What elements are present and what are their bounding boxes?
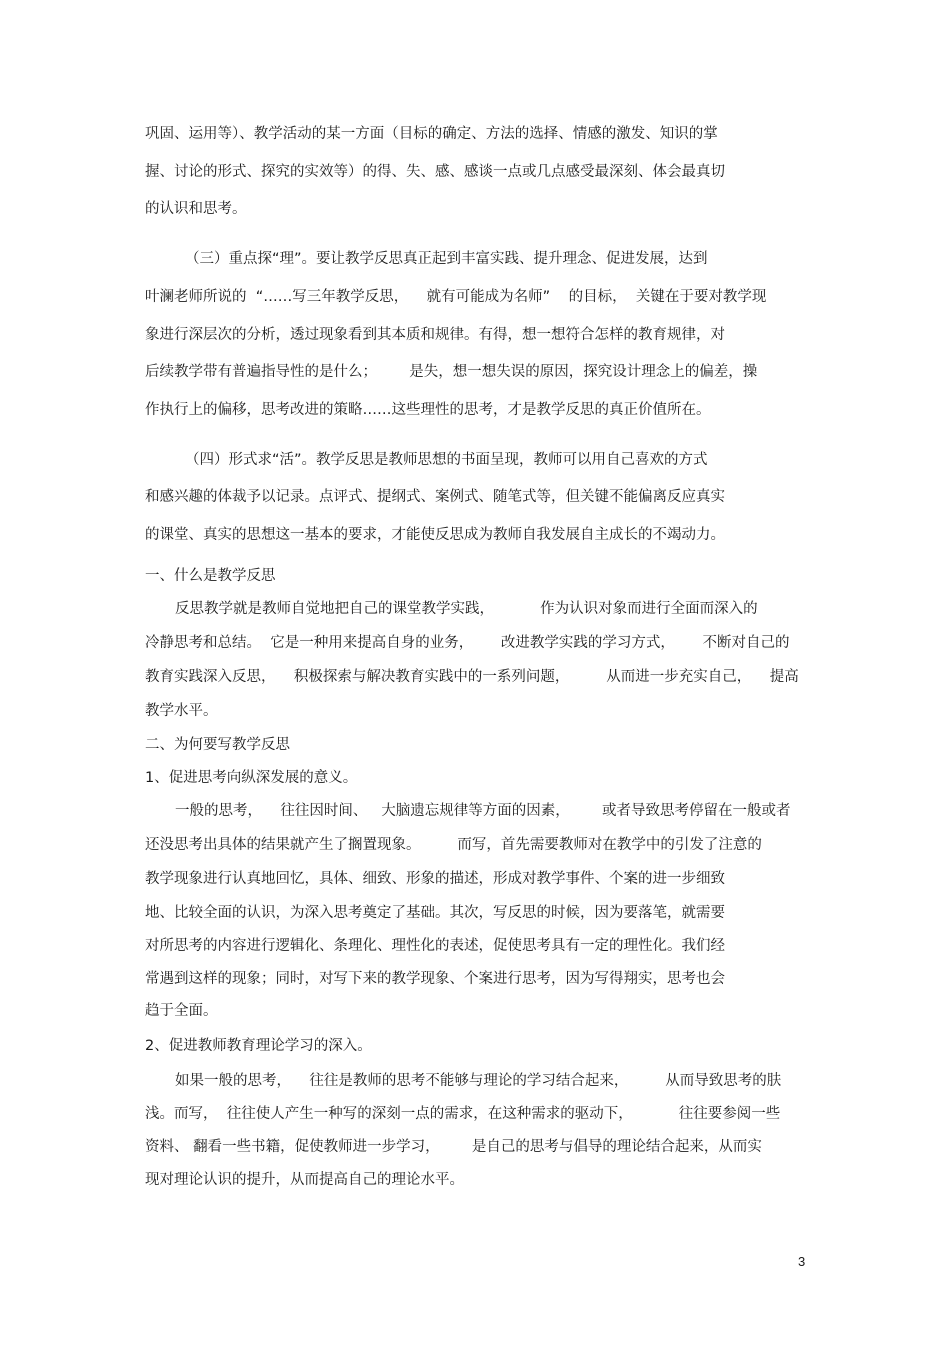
- text-line: （四）形式求“活”。教学反思是教师思想的书面呈现，教师可以用自己喜欢的方式: [185, 452, 708, 468]
- text-line: 浅。而写， 往往使人产生一种写的深刻一点的需求，在这种需求的驱动下， 往往要参阅一些: [145, 1106, 781, 1122]
- text-line: 后续教学带有普遍指导性的是什么； 是失，想一想失误的原因，探究设计理念上的偏差，操: [145, 364, 758, 380]
- text-line: 象进行深层次的分析，透过现象看到其本质和规律。有得，想一想符合怎样的教育规律，对: [145, 327, 725, 343]
- text-line: 还没思考出具体的结果就产生了搁置现象。 而写，首先需要教师对在教学中的引发了注意的: [145, 837, 762, 853]
- text-line: 冷静思考和总结。 它是一种用来提高自身的业务， 改进教学实践的学习方式， 不断对自己的: [145, 635, 790, 651]
- text-line: 叶澜老师所说的 “……写三年教学反思， 就有可能成为名师” 的目标， 关键在于要对教学现: [145, 289, 767, 305]
- text-line: 资料、 翻看一些书籍，促使教师进一步学习， 是自己的思考与倡导的理论结合起来，从而实: [145, 1139, 762, 1155]
- text-line: 如果一般的思考， 往往是教师的思考不能够与理论的学习结合起来， 从而导致思考的肤: [175, 1073, 782, 1089]
- text-line: 握、讨论的形式、探究的实效等）的得、失、感、感谈一点或几点感受最深刻、体会最真切: [145, 164, 725, 180]
- text-line: 趋于全面。: [145, 1003, 218, 1019]
- text-line: 反思教学就是教师自觉地把自己的课堂教学实践， 作为认识对象而进行全面而深入的: [175, 601, 758, 617]
- text-line: 常遇到这样的现象；同时，对写下来的教学现象、个案进行思考，因为写得翔实，思考也会: [145, 971, 725, 987]
- text-line: 一般的思考， 往往因时间、 大脑遗忘规律等方面的因素， 或者导致思考停留在一般或者: [175, 803, 791, 819]
- text-line: （三）重点探“理”。要让教学反思真正起到丰富实践、提升理念、促进发展，达到: [185, 251, 708, 267]
- text-line: 作执行上的偏移，思考改进的策略……这些理性的思考，才是教学反思的真正价值所在。: [145, 402, 711, 418]
- text-line: 的课堂、真实的思想这一基本的要求，才能使反思成为教师自我发展自主成长的不竭动力。: [145, 527, 725, 543]
- text-line: 教育实践深入反思， 积极探索与解决教育实践中的一系列问题， 从而进一步充实自己， 提高: [145, 669, 799, 685]
- text-line: 教学水平。: [145, 703, 218, 719]
- text-line: 的认识和思考。: [145, 201, 247, 217]
- text-line: 和感兴趣的体裁予以记录。点评式、提纲式、案例式、随笔式等，但关键不能偏离反应真实: [145, 489, 725, 505]
- section-heading: 一、什么是教学反思: [145, 568, 276, 584]
- section-heading: 二、为何要写教学反思: [145, 737, 290, 753]
- text-line: 教学现象进行认真地回忆，具体、细致、形象的描述，形成对教学事件、个案的进一步细致: [145, 871, 725, 887]
- text-line: 对所思考的内容进行逻辑化、条理化、理性化的表述，促使思考具有一定的理性化。我们经: [145, 938, 725, 954]
- text-line: 地、比较全面的认识，为深入思考奠定了基础。其次，写反思的时候，因为要落笔，就需要: [145, 905, 725, 921]
- subsection-heading: 1、促进思考向纵深发展的意义。: [145, 770, 358, 786]
- text-line: 现对理论认识的提升，从而提高自己的理论水平。: [145, 1172, 464, 1188]
- page-number: 3: [798, 1254, 806, 1269]
- text-line: 巩固、运用等）、教学活动的某一方面（目标的确定、方法的选择、情感的激发、知识的掌: [145, 126, 718, 142]
- subsection-heading: 2、促进教师教育理论学习的深入。: [145, 1038, 372, 1054]
